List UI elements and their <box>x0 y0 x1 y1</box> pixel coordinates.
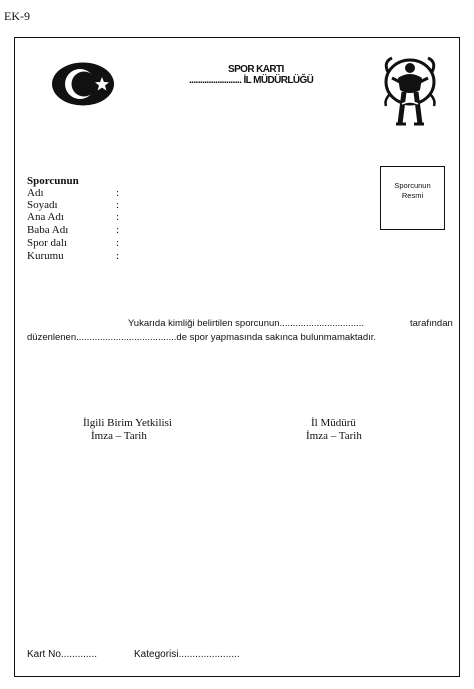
field-label-mother-name: Ana Adı <box>27 211 64 223</box>
crescent-star-emblem-icon <box>52 62 116 106</box>
card-number-field: Kart No............. <box>27 649 98 660</box>
athlete-photo-box <box>380 166 445 230</box>
field-separator: : <box>116 199 120 211</box>
field-separator: : <box>116 211 120 223</box>
photo-box-line1: Sporcunun <box>394 181 431 190</box>
field-label-father-name: Baba Adı <box>27 224 69 236</box>
annex-label: EK-9 <box>4 9 30 23</box>
signature-left-title: İlgili Birim Yetkilisi <box>83 417 172 429</box>
signature-right-title: İl Müdürü <box>311 417 356 429</box>
field-separator: : <box>116 224 120 236</box>
directorate-line: ........................ İL MÜDÜRLÜĞÜ <box>189 75 314 86</box>
field-label-sport-branch: Spor dalı <box>27 237 68 249</box>
card-title: SPOR KARTI <box>228 64 284 75</box>
field-label-institution: Kurumu <box>27 250 64 262</box>
field-separator: : <box>116 187 120 199</box>
signature-right-sub: İmza – Tarih <box>306 430 362 442</box>
field-label-surname: Soyadı <box>27 199 58 211</box>
statement-line1: Yukarıda kimliği belirtilen sporcunun................................ <box>128 318 365 329</box>
athlete-heading: Sporcunun <box>27 175 79 187</box>
statement-line2: düzenlenen......................................de spor yapmasında sakınca bulunmamaktadır. <box>27 332 377 343</box>
field-label-name: Adı <box>27 187 44 199</box>
card-frame <box>14 37 460 677</box>
category-field: Kategorisi...................... <box>134 649 240 660</box>
photo-box-line2: Resmi <box>401 191 424 200</box>
statement-line1-end: tarafından <box>410 318 453 329</box>
signature-left-sub: İmza – Tarih <box>91 430 147 442</box>
field-separator: : <box>116 250 120 262</box>
field-separator: : <box>116 237 120 249</box>
sports-emblem-icon <box>380 54 440 130</box>
